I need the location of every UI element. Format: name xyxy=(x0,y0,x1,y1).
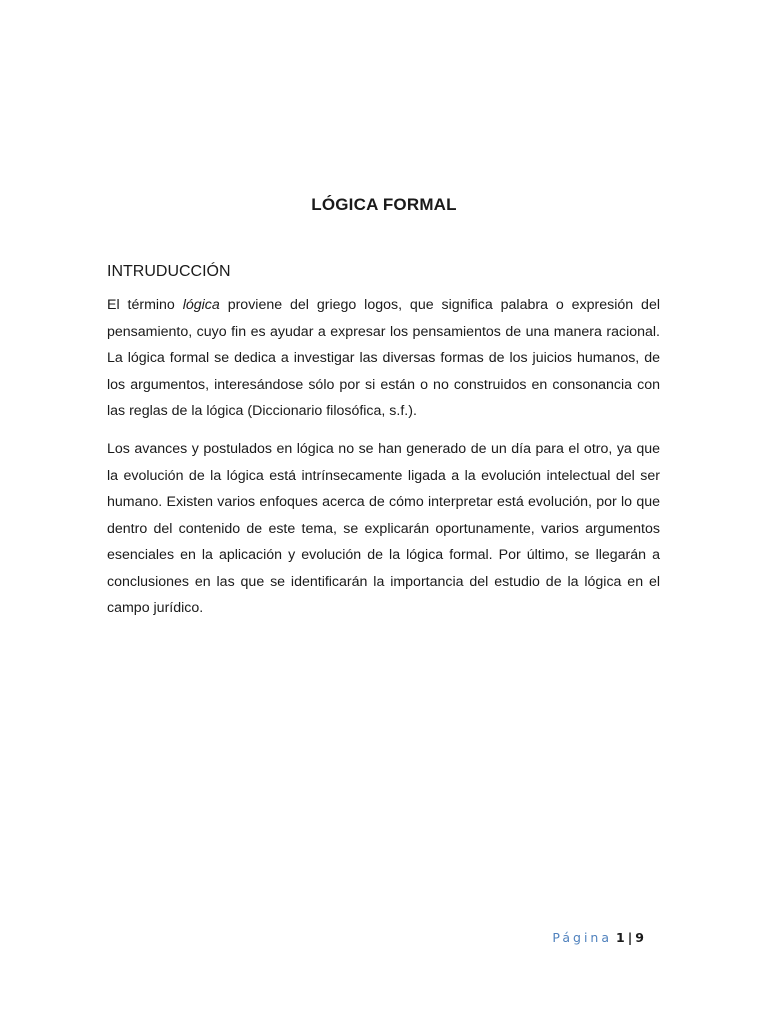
paragraph-1-lead: El término xyxy=(107,297,183,313)
paragraph-1 xyxy=(107,292,660,425)
total-pages-number: 9 xyxy=(635,930,644,945)
section-heading: INTRUDUCCIÓN xyxy=(107,263,231,280)
page-label: Página xyxy=(552,930,613,945)
paragraph-1-emphasis: lógica xyxy=(182,297,220,313)
page-separator: | xyxy=(627,930,633,945)
paragraph-2: Los avances y postulados en lógica no se han generado de un día para el otro, ya que la evolución de la lógica está intrínsecamente ligada a la evolución intelectual del ser humano. Existen varios enfoques acerca de cómo interpretar está evolución, por lo que dentro del contenido de este tema, se explicarán oportunamente, varios argumentos esenciales en la aplicación y evolución de la lógica formal. Por último, se llegarán a conclusiones en las que se identificarán la importancia del estudio de la lógica en el campo jurídico. xyxy=(107,441,660,616)
document-title: LÓGICA FORMAL xyxy=(311,195,457,214)
paragraph-1-rest: proviene del griego logos, que significa palabra o expresión del pensamiento, cuyo fin es ayudar a expresar los pensamientos de una manera racional. La lógica formal se dedica a investigar las diversas formas de los juicios humanos, de los argumentos, interesándose sólo por si están o no construidos en consonancia con las reglas de la lógica (Diccionario filosófica, s.f.). xyxy=(107,297,660,419)
page-footer xyxy=(552,930,644,945)
current-page-number: 1 xyxy=(616,930,625,945)
